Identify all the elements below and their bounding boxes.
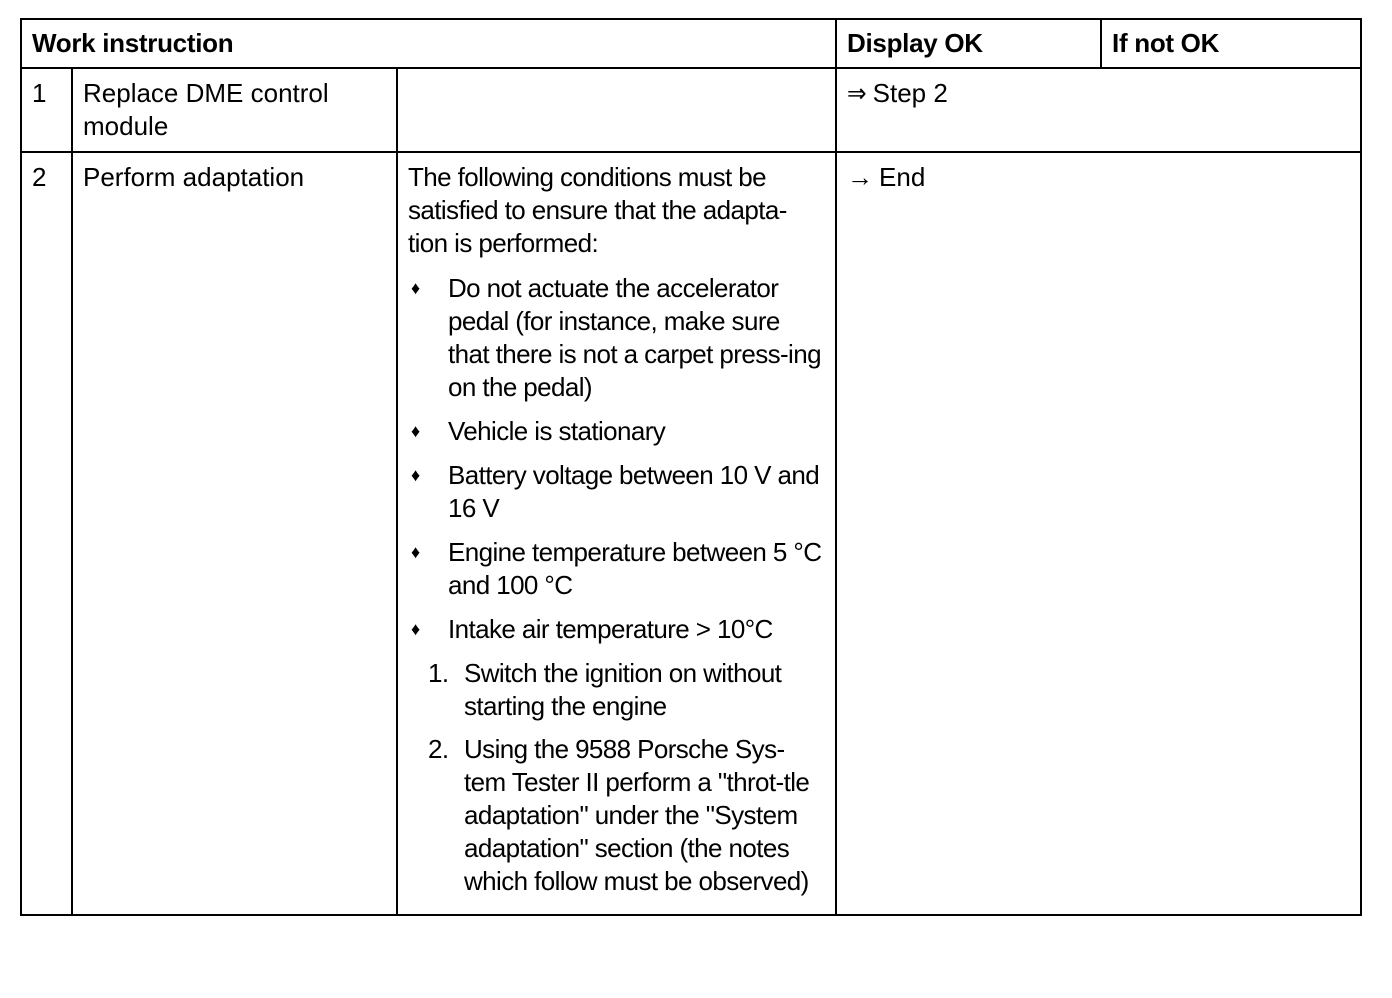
arrow-right-icon: → xyxy=(847,162,874,192)
step-action: Replace DME control module xyxy=(72,68,397,152)
display-ok-link: End xyxy=(879,162,926,192)
table-row xyxy=(21,152,1361,915)
table-header-row xyxy=(21,19,1361,68)
display-ok-link: Step 2 xyxy=(872,78,948,108)
diamond-bullet-icon: ♦ xyxy=(411,619,420,639)
table-row xyxy=(21,68,1361,152)
diamond-bullet-icon: ♦ xyxy=(411,542,420,562)
procedure-steps xyxy=(408,657,825,898)
condition-text: Engine temperature between 5 °C and 100 °C xyxy=(448,537,822,600)
diamond-bullet-icon: ♦ xyxy=(411,421,420,441)
header-work-instruction: Work instruction xyxy=(21,19,836,68)
condition-text: Battery voltage between 10 V and 16 V xyxy=(448,460,820,523)
step-number: 1 xyxy=(21,68,72,152)
step-index: 2. xyxy=(428,734,449,764)
condition-text: Do not actuate the accelerator pedal (for instance, make sure that there is not a carpet press-ing on the pedal) xyxy=(448,273,821,402)
double-arrow-right-icon: ⇒ xyxy=(847,78,867,108)
conditions-list xyxy=(408,272,825,646)
step-index: 1. xyxy=(428,658,449,688)
header-if-not-ok: If not OK xyxy=(1101,19,1361,68)
list-item xyxy=(408,733,825,898)
step-text: Switch the ignition on without starting the engine xyxy=(464,658,782,721)
step-number: 2 xyxy=(21,152,72,915)
condition-text: Intake air temperature > 10°C xyxy=(448,614,773,644)
diamond-bullet-icon: ♦ xyxy=(411,465,420,485)
step-text: Using the 9588 Porsche Sys-tem Tester II perform a "throt-tle adaptation" under the "System adaptation" section (the notes which follow must be observed) xyxy=(464,734,810,896)
list-item xyxy=(408,613,825,646)
list-item xyxy=(408,272,825,404)
conditions-intro: The following conditions must be satisfied to ensure that the adapta-tion is performed: xyxy=(408,162,787,258)
step-details xyxy=(397,152,836,915)
header-display-ok: Display OK xyxy=(836,19,1101,68)
step-details xyxy=(397,68,836,152)
list-item xyxy=(408,415,825,448)
diamond-bullet-icon: ♦ xyxy=(411,278,420,298)
step-display-ok xyxy=(836,68,1361,152)
step-display-ok xyxy=(836,152,1361,915)
step-action: Perform adaptation xyxy=(72,152,397,915)
work-instruction-table xyxy=(20,18,1362,916)
list-item xyxy=(408,657,825,723)
list-item xyxy=(408,459,825,525)
list-item xyxy=(408,536,825,602)
condition-text: Vehicle is stationary xyxy=(448,416,666,446)
